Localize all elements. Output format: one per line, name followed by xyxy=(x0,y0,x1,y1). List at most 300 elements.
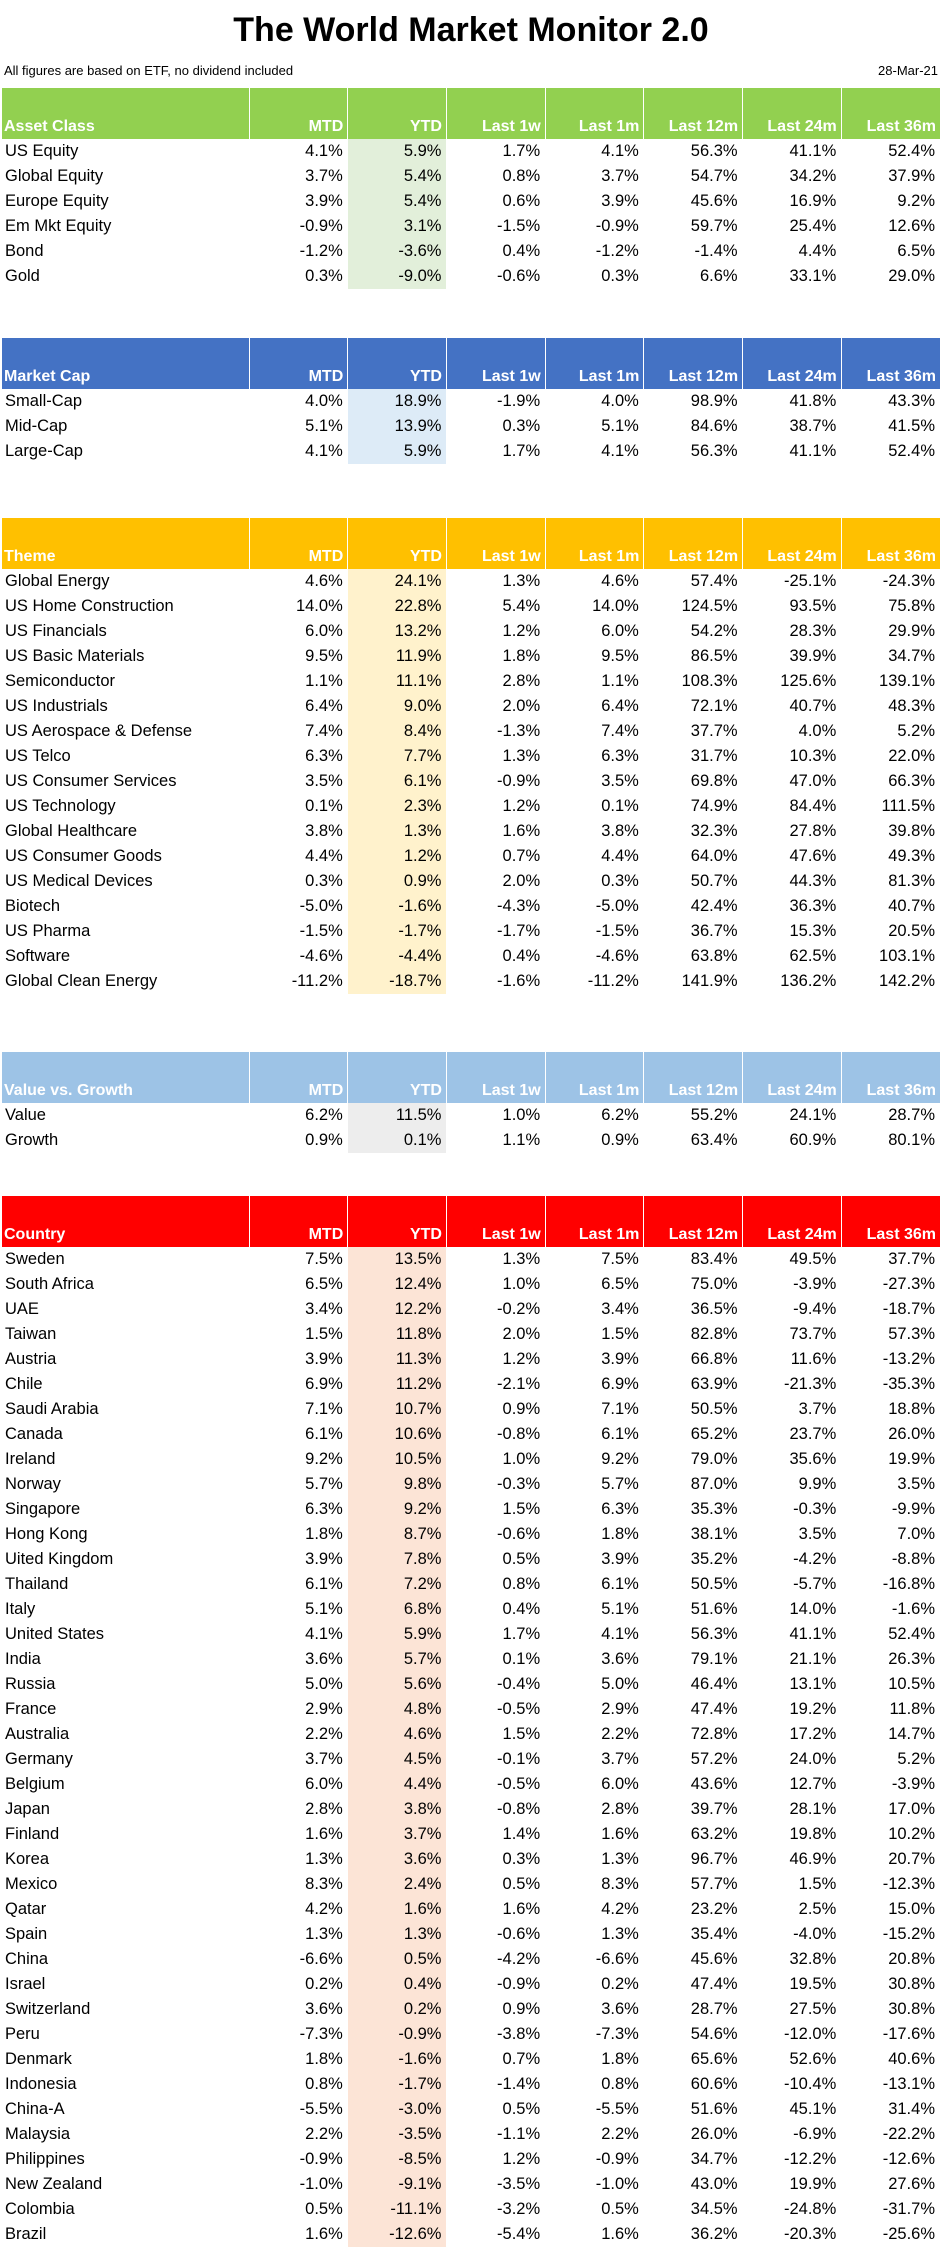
cell-ytd: -18.7% xyxy=(348,969,447,994)
cell-last-36m: -9.9% xyxy=(891,1500,935,1518)
cell-last-1m: 4.2% xyxy=(601,1900,639,1918)
cell-last-12m: 39.7% xyxy=(690,1800,738,1818)
cell-last-36m: 27.6% xyxy=(888,2175,935,2193)
cell-last-36m: 81.3% xyxy=(888,872,935,890)
cell-last-24m: -9.4% xyxy=(793,1300,837,1318)
cell-ytd: 8.7% xyxy=(348,1522,447,1547)
cell-last-12m: 57.7% xyxy=(690,1875,738,1893)
table-row xyxy=(2,1747,940,1772)
table-row xyxy=(2,1422,940,1447)
column-header-ytd: YTD xyxy=(348,88,447,139)
cell-ytd: -8.5% xyxy=(348,2147,447,2172)
cell-last-24m: -20.3% xyxy=(783,2225,837,2243)
cell-last-36m: -35.3% xyxy=(882,1375,935,1393)
row-label: South Africa xyxy=(5,1275,94,1293)
cell-last-36m: -16.8% xyxy=(882,1575,935,1593)
cell-last-1w: 1.2% xyxy=(502,2150,541,2168)
cell-last-1m: 6.1% xyxy=(601,1425,639,1443)
cell-mtd: 3.9% xyxy=(305,1550,343,1568)
cell-last-24m: 16.9% xyxy=(789,192,837,210)
table-row xyxy=(2,1522,940,1547)
cell-ytd: 0.1% xyxy=(348,1128,447,1153)
row-label: Software xyxy=(5,947,71,965)
table-row xyxy=(2,439,940,464)
cell-last-1w: 2.8% xyxy=(502,672,541,690)
cell-last-24m: 47.6% xyxy=(789,847,837,865)
table-row xyxy=(2,819,940,844)
cell-last-36m: 28.7% xyxy=(888,1106,935,1124)
row-label: Semiconductor xyxy=(5,672,116,690)
cell-mtd: 2.8% xyxy=(305,1800,343,1818)
cell-ytd: 11.9% xyxy=(348,644,447,669)
cell-ytd: 10.7% xyxy=(348,1397,447,1422)
cell-last-36m: -8.8% xyxy=(891,1550,935,1568)
row-label: Value xyxy=(5,1106,46,1124)
cell-last-24m: 38.7% xyxy=(789,417,837,435)
cell-last-1m: 2.8% xyxy=(601,1800,639,1818)
cell-mtd: 5.7% xyxy=(305,1475,343,1493)
cell-ytd: -0.9% xyxy=(348,2022,447,2047)
row-label: Canada xyxy=(5,1425,63,1443)
cell-last-1m: -5.0% xyxy=(595,897,639,915)
cell-last-12m: 141.9% xyxy=(681,972,738,990)
page-title: The World Market Monitor 2.0 xyxy=(233,11,709,49)
cell-last-36m: 142.2% xyxy=(879,972,935,990)
cell-last-12m: 47.4% xyxy=(690,1700,738,1718)
cell-ytd: -4.4% xyxy=(348,944,447,969)
row-label: Brazil xyxy=(5,2225,47,2243)
cell-last-36m: -12.6% xyxy=(882,2150,935,2168)
cell-ytd: 10.6% xyxy=(348,1422,447,1447)
cell-last-24m: -3.9% xyxy=(793,1275,837,1293)
cell-last-1w: 1.2% xyxy=(502,797,541,815)
cell-mtd: 6.0% xyxy=(305,1775,343,1793)
cell-ytd: 3.8% xyxy=(348,1797,447,1822)
section-table-market-cap xyxy=(2,338,940,464)
cell-last-12m: 63.4% xyxy=(690,1131,738,1149)
cell-last-1m: 6.1% xyxy=(601,1575,639,1593)
row-label: France xyxy=(5,1700,57,1718)
column-header-mtd: MTD xyxy=(249,1052,348,1103)
cell-last-36m: -31.7% xyxy=(882,2200,935,2218)
cell-last-24m: 39.9% xyxy=(789,647,837,665)
cell-last-24m: 24.1% xyxy=(789,1106,837,1124)
cell-last-24m: 9.9% xyxy=(798,1475,837,1493)
cell-last-36m: 49.3% xyxy=(888,847,935,865)
cell-last-1w: -1.9% xyxy=(497,392,541,410)
cell-last-12m: 45.6% xyxy=(690,1950,738,1968)
cell-mtd: 3.9% xyxy=(305,1350,343,1368)
row-label: Russia xyxy=(5,1675,56,1693)
row-label: Peru xyxy=(5,2025,40,2043)
cell-last-1w: -0.5% xyxy=(497,1775,541,1793)
cell-last-1w: 2.0% xyxy=(502,872,541,890)
cell-last-12m: 35.3% xyxy=(690,1500,738,1518)
methodology-note: All figures are based on ETF, no dividend included xyxy=(4,63,294,78)
column-header-last-36m: Last 36m xyxy=(841,518,940,569)
cell-last-24m: 1.5% xyxy=(798,1875,837,1893)
cell-last-24m: 32.8% xyxy=(789,1950,837,1968)
cell-last-1w: -1.3% xyxy=(497,722,541,740)
table-row xyxy=(2,1128,940,1153)
cell-ytd: -3.0% xyxy=(348,2097,447,2122)
column-header-mtd: MTD xyxy=(249,518,348,569)
row-label: Gold xyxy=(5,267,40,285)
row-label: Sweden xyxy=(5,1250,65,1268)
cell-last-1m: 6.3% xyxy=(601,1500,639,1518)
cell-mtd: 6.1% xyxy=(305,1575,343,1593)
column-header-last-1w: Last 1w xyxy=(446,338,545,389)
cell-last-12m: 43.0% xyxy=(690,2175,738,2193)
cell-mtd: 0.9% xyxy=(305,1131,343,1149)
cell-last-24m: -10.4% xyxy=(783,2075,837,2093)
cell-last-12m: 37.7% xyxy=(690,722,738,740)
table-row xyxy=(2,1722,940,1747)
cell-ytd: 5.6% xyxy=(348,1672,447,1697)
table-row xyxy=(2,1497,940,1522)
cell-last-12m: 55.2% xyxy=(690,1106,738,1124)
table-row xyxy=(2,1622,940,1647)
row-label: Global Healthcare xyxy=(5,822,138,840)
row-label: US Basic Materials xyxy=(5,647,145,665)
cell-ytd: 1.3% xyxy=(348,1922,447,1947)
cell-last-1w: 1.0% xyxy=(502,1275,541,1293)
cell-last-24m: 13.1% xyxy=(789,1675,837,1693)
cell-ytd: 13.2% xyxy=(348,619,447,644)
table-row xyxy=(2,1247,940,1272)
cell-mtd: 1.3% xyxy=(305,1850,343,1868)
table-row xyxy=(2,944,940,969)
cell-mtd: 1.1% xyxy=(305,672,343,690)
cell-last-1m: 0.9% xyxy=(601,1131,639,1149)
row-label: China-A xyxy=(5,2100,65,2118)
cell-last-36m: 26.3% xyxy=(888,1650,935,1668)
cell-mtd: 0.8% xyxy=(305,2075,343,2093)
cell-last-1m: -6.6% xyxy=(595,1950,639,1968)
cell-last-12m: 36.7% xyxy=(690,922,738,940)
table-row xyxy=(2,189,940,214)
cell-last-36m: 43.3% xyxy=(888,392,935,410)
cell-last-12m: 65.2% xyxy=(690,1425,738,1443)
row-label: United States xyxy=(5,1625,105,1643)
row-label: Italy xyxy=(5,1600,36,1618)
column-header-last-1m: Last 1m xyxy=(545,338,644,389)
row-label: New Zealand xyxy=(5,2175,103,2193)
cell-ytd: 22.8% xyxy=(348,594,447,619)
row-label: Em Mkt Equity xyxy=(5,217,112,235)
cell-last-1m: 3.7% xyxy=(601,167,639,185)
cell-last-1w: -0.1% xyxy=(497,1750,541,1768)
row-label: Thailand xyxy=(5,1575,69,1593)
cell-mtd: -5.0% xyxy=(299,897,343,915)
cell-last-1m: 1.1% xyxy=(601,672,639,690)
row-label: Biotech xyxy=(5,897,61,915)
cell-last-24m: 19.8% xyxy=(789,1825,837,1843)
row-label: Malaysia xyxy=(5,2125,71,2143)
row-label: Philippines xyxy=(5,2150,85,2168)
column-header-last-1w: Last 1w xyxy=(446,88,545,139)
cell-last-36m: -24.3% xyxy=(882,572,935,590)
cell-last-12m: 54.7% xyxy=(690,167,738,185)
table-row xyxy=(2,389,940,414)
cell-last-36m: 18.8% xyxy=(888,1400,935,1418)
cell-mtd: 14.0% xyxy=(295,597,343,615)
cell-last-1w: -0.8% xyxy=(497,1425,541,1443)
table-row xyxy=(2,694,940,719)
row-label: US Medical Devices xyxy=(5,872,153,890)
cell-last-1w: 5.4% xyxy=(502,597,541,615)
cell-last-12m: 47.4% xyxy=(690,1975,738,1993)
cell-last-24m: 41.1% xyxy=(789,142,837,160)
cell-last-1m: 0.8% xyxy=(601,2075,639,2093)
cell-last-1m: -4.6% xyxy=(595,947,639,965)
cell-last-24m: 62.5% xyxy=(789,947,837,965)
cell-last-12m: 34.7% xyxy=(690,2150,738,2168)
cell-last-1m: 3.7% xyxy=(601,1750,639,1768)
row-label: Spain xyxy=(5,1925,48,1943)
table-row xyxy=(2,1447,940,1472)
section-table-asset-class xyxy=(2,88,940,289)
cell-last-12m: 65.6% xyxy=(690,2050,738,2068)
cell-ytd: 5.4% xyxy=(348,164,447,189)
cell-ytd: 11.2% xyxy=(348,1372,447,1397)
cell-ytd: 11.5% xyxy=(348,1103,447,1128)
cell-mtd: 4.1% xyxy=(305,442,343,460)
table-row xyxy=(2,2097,940,2122)
row-label: Growth xyxy=(5,1131,59,1149)
cell-last-24m: 28.3% xyxy=(789,622,837,640)
cell-mtd: -0.9% xyxy=(299,217,343,235)
row-label: Finland xyxy=(5,1825,60,1843)
cell-last-24m: 21.1% xyxy=(789,1650,837,1668)
cell-ytd: -1.6% xyxy=(348,894,447,919)
table-row xyxy=(2,794,940,819)
cell-ytd: 3.6% xyxy=(348,1847,447,1872)
cell-last-1m: -5.5% xyxy=(595,2100,639,2118)
row-label: US Financials xyxy=(5,622,107,640)
cell-last-36m: -15.2% xyxy=(882,1925,935,1943)
table-row xyxy=(2,1597,940,1622)
cell-last-1w: -5.4% xyxy=(497,2225,541,2243)
cell-last-24m: 19.9% xyxy=(789,2175,837,2193)
cell-mtd: 0.5% xyxy=(305,2200,343,2218)
table-row xyxy=(2,2047,940,2072)
column-header-mtd: MTD xyxy=(249,88,348,139)
cell-mtd: 3.8% xyxy=(305,822,343,840)
row-label: Ireland xyxy=(5,1450,56,1468)
cell-last-1m: 3.6% xyxy=(601,1650,639,1668)
table-row xyxy=(2,239,940,264)
column-header-last-1m: Last 1m xyxy=(545,1196,644,1247)
cell-ytd: 3.1% xyxy=(348,214,447,239)
cell-last-1w: 1.1% xyxy=(502,1131,541,1149)
cell-last-1w: -4.3% xyxy=(497,897,541,915)
cell-last-1m: 7.1% xyxy=(601,1400,639,1418)
cell-ytd: -12.6% xyxy=(348,2222,447,2247)
row-label: US Technology xyxy=(5,797,116,815)
cell-mtd: 4.2% xyxy=(305,1900,343,1918)
cell-last-1m: 4.1% xyxy=(601,442,639,460)
cell-last-1m: -11.2% xyxy=(587,972,639,990)
cell-mtd: 1.6% xyxy=(305,1825,343,1843)
cell-last-12m: 54.2% xyxy=(690,622,738,640)
cell-mtd: 6.1% xyxy=(305,1425,343,1443)
cell-mtd: 6.4% xyxy=(305,697,343,715)
table-row xyxy=(2,1772,940,1797)
cell-mtd: 3.7% xyxy=(305,167,343,185)
row-label: US Consumer Services xyxy=(5,772,177,790)
cell-ytd: -3.6% xyxy=(348,239,447,264)
cell-last-36m: 30.8% xyxy=(888,2000,935,2018)
row-label: Germany xyxy=(5,1750,73,1768)
column-header-last-36m: Last 36m xyxy=(841,338,940,389)
cell-ytd: 7.8% xyxy=(348,1547,447,1572)
cell-last-24m: 46.9% xyxy=(789,1850,837,1868)
cell-last-12m: 83.4% xyxy=(690,1250,738,1268)
cell-ytd: 0.2% xyxy=(348,1997,447,2022)
table-row xyxy=(2,1572,940,1597)
cell-last-12m: 56.3% xyxy=(690,1625,738,1643)
column-header-last-24m: Last 24m xyxy=(743,1196,842,1247)
cell-last-12m: 72.1% xyxy=(690,697,738,715)
cell-last-12m: 72.8% xyxy=(690,1725,738,1743)
row-label: Belgium xyxy=(5,1775,65,1793)
table-row xyxy=(2,2172,940,2197)
cell-last-12m: -1.4% xyxy=(694,242,738,260)
table-row xyxy=(2,644,940,669)
section-header-label: Asset Class xyxy=(2,88,249,139)
cell-last-24m: 2.5% xyxy=(798,1900,837,1918)
table-row xyxy=(2,744,940,769)
cell-last-36m: 37.9% xyxy=(888,167,935,185)
column-header-last-24m: Last 24m xyxy=(743,518,842,569)
cell-mtd: 5.0% xyxy=(305,1675,343,1693)
cell-mtd: -6.6% xyxy=(299,1950,343,1968)
column-header-ytd: YTD xyxy=(348,1052,447,1103)
cell-mtd: 6.2% xyxy=(305,1106,343,1124)
cell-last-24m: 125.6% xyxy=(780,672,837,690)
table-row xyxy=(2,1697,940,1722)
column-header-last-12m: Last 12m xyxy=(644,1052,743,1103)
cell-mtd: 1.3% xyxy=(305,1925,343,1943)
column-header-last-1w: Last 1w xyxy=(446,1052,545,1103)
cell-last-36m: 40.7% xyxy=(888,897,935,915)
cell-last-24m: -25.1% xyxy=(783,572,837,590)
cell-last-24m: -5.7% xyxy=(793,1575,837,1593)
cell-last-24m: 23.7% xyxy=(789,1425,837,1443)
cell-ytd: 11.8% xyxy=(348,1322,447,1347)
cell-last-24m: 60.9% xyxy=(789,1131,837,1149)
column-header-last-1m: Last 1m xyxy=(545,518,644,569)
cell-last-1w: 0.3% xyxy=(502,1850,541,1868)
cell-last-1m: 4.0% xyxy=(601,392,639,410)
cell-last-36m: 111.5% xyxy=(881,797,935,815)
cell-last-36m: 29.0% xyxy=(888,267,935,285)
cell-last-24m: 73.7% xyxy=(789,1325,837,1343)
cell-last-36m: 41.5% xyxy=(888,417,935,435)
cell-last-36m: 17.0% xyxy=(888,1800,935,1818)
row-label: Global Equity xyxy=(5,167,104,185)
cell-last-12m: 56.3% xyxy=(690,142,738,160)
cell-last-1m: 7.5% xyxy=(601,1250,639,1268)
cell-last-1w: 0.4% xyxy=(502,947,541,965)
section-header-label: Value vs. Growth xyxy=(2,1052,249,1103)
cell-ytd: 4.6% xyxy=(348,1722,447,1747)
cell-mtd: 7.4% xyxy=(305,722,343,740)
row-label: Korea xyxy=(5,1850,50,1868)
cell-last-12m: 45.6% xyxy=(690,192,738,210)
cell-last-1w: -4.2% xyxy=(497,1950,541,1968)
cell-last-12m: 57.4% xyxy=(690,572,738,590)
cell-mtd: -11.2% xyxy=(291,972,343,990)
cell-last-12m: 63.2% xyxy=(690,1825,738,1843)
cell-last-1w: 1.6% xyxy=(502,822,541,840)
cell-ytd: -11.1% xyxy=(348,2197,447,2222)
column-header-last-12m: Last 12m xyxy=(644,1196,743,1247)
cell-last-12m: 51.6% xyxy=(690,1600,738,1618)
cell-last-36m: 12.6% xyxy=(888,217,935,235)
section-header-row xyxy=(2,338,940,389)
cell-last-36m: 66.3% xyxy=(888,772,935,790)
cell-ytd: 2.3% xyxy=(348,794,447,819)
cell-ytd: 6.8% xyxy=(348,1597,447,1622)
table-row xyxy=(2,264,940,289)
cell-mtd: -4.6% xyxy=(299,947,343,965)
cell-ytd: 9.8% xyxy=(348,1472,447,1497)
cell-last-1m: -1.0% xyxy=(595,2175,639,2193)
cell-last-1m: 6.9% xyxy=(601,1375,639,1393)
cell-last-1m: 3.4% xyxy=(601,1300,639,1318)
cell-last-12m: 56.3% xyxy=(690,442,738,460)
row-label: Small-Cap xyxy=(5,392,83,410)
cell-ytd: -1.7% xyxy=(348,2072,447,2097)
cell-last-24m: 136.2% xyxy=(780,972,837,990)
cell-last-12m: 38.1% xyxy=(690,1525,738,1543)
cell-last-1w: 1.0% xyxy=(502,1106,541,1124)
cell-ytd: 12.4% xyxy=(348,1272,447,1297)
column-header-ytd: YTD xyxy=(348,1196,447,1247)
cell-last-1m: 1.5% xyxy=(601,1325,639,1343)
table-row xyxy=(2,1947,940,1972)
cell-ytd: 18.9% xyxy=(348,389,447,414)
cell-ytd: 6.1% xyxy=(348,769,447,794)
table-row xyxy=(2,1897,940,1922)
cell-mtd: 3.6% xyxy=(305,1650,343,1668)
row-label: Uited Kingdom xyxy=(5,1550,114,1568)
cell-last-1m: 5.1% xyxy=(601,417,639,435)
cell-last-1m: 7.4% xyxy=(601,722,639,740)
row-label: Austria xyxy=(5,1350,57,1368)
cell-last-36m: 57.3% xyxy=(888,1325,935,1343)
cell-last-24m: -4.2% xyxy=(793,1550,837,1568)
cell-ytd: 8.4% xyxy=(348,719,447,744)
row-label: Hong Kong xyxy=(5,1525,88,1543)
cell-last-12m: 51.6% xyxy=(690,2100,738,2118)
cell-mtd: 3.9% xyxy=(305,192,343,210)
cell-mtd: 2.2% xyxy=(305,1725,343,1743)
cell-last-36m: 31.4% xyxy=(888,2100,935,2118)
cell-mtd: 4.0% xyxy=(305,392,343,410)
cell-last-1m: 1.8% xyxy=(601,1525,639,1543)
cell-last-24m: 36.3% xyxy=(789,897,837,915)
cell-mtd: 1.8% xyxy=(305,2050,343,2068)
cell-last-36m: 20.8% xyxy=(888,1950,935,1968)
cell-last-1m: 0.1% xyxy=(601,797,639,815)
cell-last-24m: 3.7% xyxy=(798,1400,837,1418)
cell-last-1m: 1.3% xyxy=(601,1925,639,1943)
cell-ytd: -1.6% xyxy=(348,2047,447,2072)
cell-ytd: 5.7% xyxy=(348,1647,447,1672)
